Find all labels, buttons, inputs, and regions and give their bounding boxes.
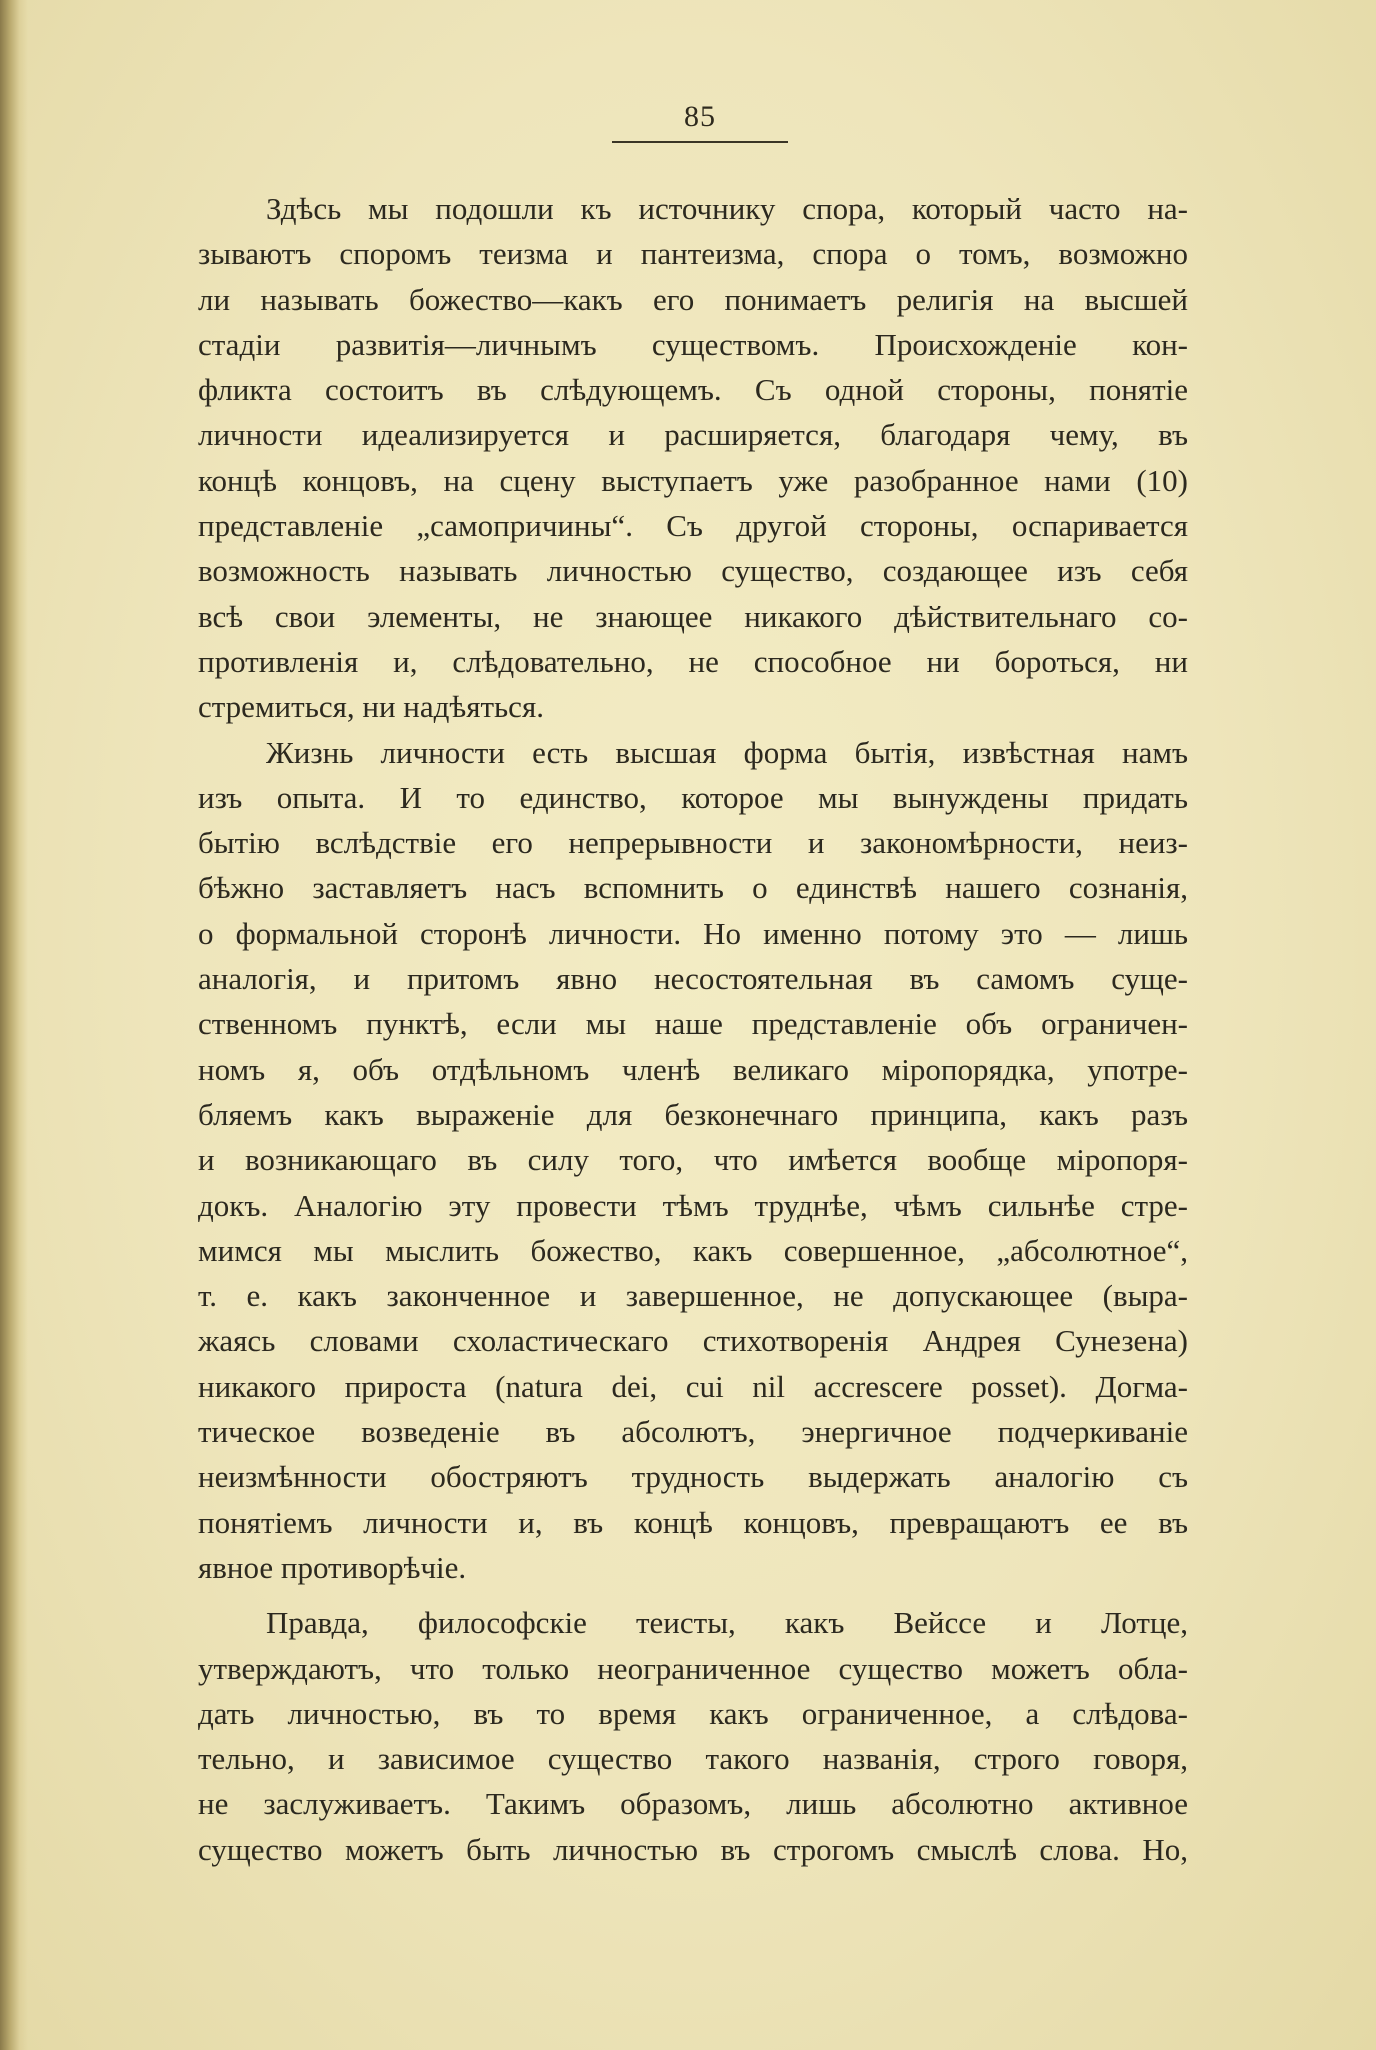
text-line: аналогія, и притомъ явно несостоятельная въ самомъ суще- [198, 961, 1188, 997]
text-line: понятіемъ личности и, въ концѣ концовъ, превращаютъ ее въ [198, 1504, 1188, 1540]
paragraph-3 [198, 1600, 1188, 1872]
text-line: противленія и, слѣдовательно, не способное ни бороться, ни [198, 643, 1188, 679]
text-line: существо можетъ быть личностью въ строгомъ смыслѣ слова. Но, [198, 1831, 1188, 1867]
paragraph-spacer [198, 1590, 1188, 1600]
body-text [198, 186, 1188, 1872]
text-line: номъ я, объ отдѣльномъ членѣ великаго міропорядка, употре- [198, 1051, 1188, 1087]
text-line: бытію вслѣдствіе его непрерывности и закономѣрности, неиз- [198, 825, 1188, 861]
paragraph-1 [198, 186, 1188, 730]
text-line: о формальной сторонѣ личности. Но именно потому это — лишь [198, 915, 1188, 951]
paragraph-2 [198, 730, 1188, 1591]
text-line: всѣ свои элементы, не знающее никакого дѣйствительнаго со- [198, 598, 1188, 634]
text-line: явное противорѣчіе. [198, 1549, 467, 1585]
text-line: дать личностью, въ то время какъ ограниченное, а слѣдова- [198, 1695, 1188, 1731]
text-line: стадіи развитія—личнымъ существомъ. Происхожденіе кон- [198, 326, 1188, 362]
binding-edge [0, 0, 28, 2050]
text-line: ственномъ пунктѣ, если мы наше представленіе объ ограничен- [198, 1006, 1188, 1042]
text-line: концѣ концовъ, на сцену выступаетъ уже разобранное нами (10) [198, 462, 1188, 498]
text-line: мимся мы мыслить божество, какъ совершенное, „абсолютное“, [198, 1232, 1188, 1268]
text-line: докъ. Аналогію эту провести тѣмъ труднѣе, чѣмъ сильнѣе стре- [198, 1187, 1188, 1223]
page-number: 85 [684, 100, 716, 133]
text-line: неизмѣнности обостряютъ трудность выдержать аналогію съ [198, 1459, 1188, 1495]
text-line: Правда, философскіе теисты, какъ Вейссе и Лотце, [266, 1605, 1188, 1641]
text-line: жаясь словами схоластическаго стихотворенія Андрея Сунезена) [198, 1323, 1188, 1359]
text-line: и возникающаго въ силу того, что имѣется вообще міропоря- [198, 1142, 1188, 1178]
page-number-rule [612, 141, 788, 143]
text-line: Здѣсь мы подошли къ источнику спора, который часто на- [266, 191, 1188, 226]
text-line: ли называть божество—какъ его понимаетъ религія на высшей [198, 281, 1188, 317]
text-line: стремиться, ни надѣяться. [198, 689, 544, 725]
text-line: бляемъ какъ выраженіе для безконечнаго принципа, какъ разъ [198, 1096, 1188, 1132]
text-line: утверждаютъ, что только неограниченное существо можетъ обла- [198, 1650, 1188, 1686]
text-line: представленіе „самопричины“. Съ другой стороны, оспаривается [198, 508, 1188, 544]
text-line: тельно, и зависимое существо такого названія, строго говоря, [198, 1741, 1188, 1777]
text-line: фликта состоитъ въ слѣдующемъ. Съ одной стороны, понятіе [198, 372, 1188, 408]
text-line: не заслуживаетъ. Такимъ образомъ, лишь абсолютно активное [198, 1786, 1188, 1822]
text-line: никакого прироста (natura dei, cui nil accrescere posset). Догма- [198, 1368, 1188, 1404]
text-line: т. е. какъ законченное и завершенное, не допускающее (выра- [198, 1278, 1188, 1314]
text-line: изъ опыта. И то единство, которое мы вынуждены придать [198, 779, 1188, 815]
text-line: возможность называть личностью существо, создающее изъ себя [198, 553, 1188, 589]
text-line: Жизнь личности есть высшая форма бытія, извѣстная намъ [266, 734, 1188, 770]
text-line: зываютъ споромъ теизма и пантеизма, спора о томъ, возможно [198, 236, 1188, 272]
text-line: бѣжно заставляетъ насъ вспомнить о единствѣ нашего сознанія, [198, 870, 1188, 906]
text-line: личности идеализируется и расширяется, благодаря чему, въ [198, 417, 1188, 453]
text-line: тическое возведеніе въ абсолютъ, энергичное подчеркиваніе [198, 1414, 1188, 1450]
